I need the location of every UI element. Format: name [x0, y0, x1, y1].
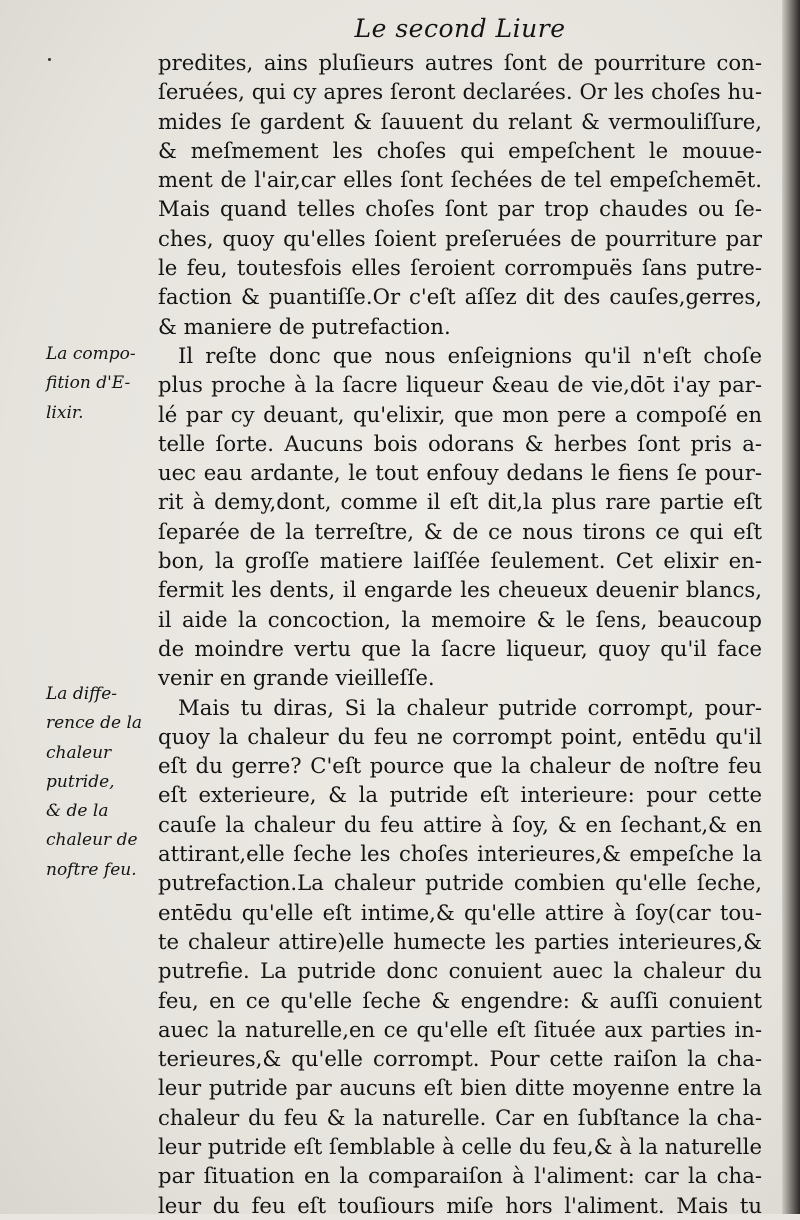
- body-line: eſt du gerre? C'eſt pource que la chaleur de noſtre feu: [158, 753, 762, 779]
- body-line: putrefie. La putride donc conuient auec la chaleur du: [158, 958, 762, 984]
- body-line: faction & puantiſſe.Or c'eſt aſſez dit des cauſes,gerres,: [158, 284, 762, 310]
- body-line: cauſe la chaleur du feu attire à ſoy, & en ſechant,& en: [158, 811, 762, 837]
- body-line: Mais tu diras, Si la chaleur putride corrompt, pour-: [178, 694, 762, 720]
- body-line: feu, en ce qu'elle ſeche & engendre: & auſſi conuient: [158, 987, 762, 1013]
- margin-note-elixir: [46, 340, 156, 428]
- body-line: venir en grande vieilleſſe.: [158, 665, 435, 691]
- ink-speck: [48, 58, 51, 61]
- margin-note-line: rence de la: [46, 713, 143, 734]
- body-line: lé par cy deuant, qu'elixir, que mon pere a compoſé en: [158, 401, 762, 427]
- body-line: & maniere de putrefaction.: [158, 313, 451, 339]
- body-line: attirant,elle ſeche les choſes interieures,& empeſche la: [158, 841, 762, 867]
- body-line: ſeparée de la terreſtre, & de ce nous tirons ce qui eſt: [158, 518, 762, 544]
- body-line: uec eau ardante, le tout enfouy dedans le fiens ſe pour-: [158, 460, 762, 486]
- margin-note-line: chaleur de: [46, 830, 138, 851]
- body-line: leur putride par aucuns eſt bien ditte moyenne entre la: [158, 1075, 762, 1101]
- body-line: mides ſe gardent & ſauuent du relant & vermouliſſure,: [158, 108, 762, 134]
- margin-note-line: fition d'E-: [46, 373, 131, 394]
- body-line: il aide la concoction, la memoire & le ſens, beaucoup: [158, 606, 762, 632]
- body-line: Mais quand telles choſes ſont par trop chaudes ou ſe-: [158, 196, 762, 222]
- body-line: terieures,& qu'elle corrompt. Pour cette raiſon la cha-: [158, 1046, 762, 1072]
- body-line: plus proche à la ſacre liqueur &eau de vie,dōt i'ay par-: [158, 372, 762, 398]
- body-line: auec la naturelle,en ce qu'elle eſt ſituée aux parties in-: [158, 1016, 762, 1042]
- body-line: ſeruées, qui cy apres ſeront declarées. Or les choſes hu-: [158, 79, 762, 105]
- margin-note-line: La compo-: [46, 344, 136, 364]
- body-line: ches, quoy qu'elles ſoient preſeruées de pourriture par: [158, 225, 762, 251]
- running-title: Le second Liure: [354, 14, 566, 43]
- body-line: fermit les dents, il engarde les cheueux deuenir blancs,: [158, 577, 762, 603]
- body-line: entēdu qu'elle eſt intime,& qu'elle attire à ſoy(car tou-: [158, 899, 762, 925]
- body-line: leur du feu eſt touſiours miſe hors l'aliment. Mais tu: [158, 1192, 762, 1218]
- margin-note-line: chaleur: [46, 742, 112, 763]
- body-line: ment de l'air,car elles ſont ſechées de tel empeſchemēt.: [158, 167, 762, 193]
- margin-note-line: noftre feu.: [46, 859, 137, 880]
- body-line: leur putride eſt ſemblable à celle du feu,& à la naturelle: [158, 1133, 762, 1159]
- margin-note-line: putride,: [46, 771, 115, 792]
- body-line: predites, ains pluſieurs autres ſont de pourriture con-: [158, 50, 762, 75]
- body-line: eſt exterieure, & la putride eſt interieure: pour cette: [158, 782, 762, 808]
- margin-note-line: La diffe-: [46, 684, 117, 704]
- body-line: rit à demy,dont, comme il eſt dit,la plus rare partie eſt: [158, 489, 762, 515]
- body-line: putrefaction.La chaleur putride combien qu'elle ſeche,: [158, 870, 762, 896]
- body-line: chaleur du feu & la naturelle. Car en ſubſtance la cha-: [158, 1104, 762, 1130]
- body-line: le feu, toutesfois elles ſeroient corrompuës ſans putre-: [158, 255, 762, 281]
- body-line: Il reſte donc que nous enſeignions qu'il n'eſt choſe: [178, 342, 762, 368]
- body-line: te chaleur attire)elle humecte les parties interieures,&: [158, 928, 762, 954]
- page-gutter-shadow: [782, 0, 800, 1214]
- body-line: bon, la groſſe matiere laiſſée ſeulement. Cet elixir en-: [158, 548, 762, 574]
- margin-note-chaleur: [46, 680, 156, 885]
- margin-note-line: lixir.: [46, 402, 84, 423]
- body-line: quoy la chaleur du feu ne corrompt point, entēdu qu'il: [158, 723, 762, 749]
- body-text: [158, 48, 762, 1220]
- body-line: & meſmement les choſes qui empeſchent le mouue-: [158, 137, 762, 163]
- body-line: par ſituation en la comparaiſon à l'aliment: car la cha-: [158, 1163, 762, 1189]
- body-line: telle ſorte. Aucuns bois odorans & herbes ſont pris a-: [158, 430, 762, 456]
- body-line: de moindre vertu que la ſacre liqueur, quoy qu'il face: [158, 635, 762, 661]
- margin-note-line: & de la: [46, 801, 109, 822]
